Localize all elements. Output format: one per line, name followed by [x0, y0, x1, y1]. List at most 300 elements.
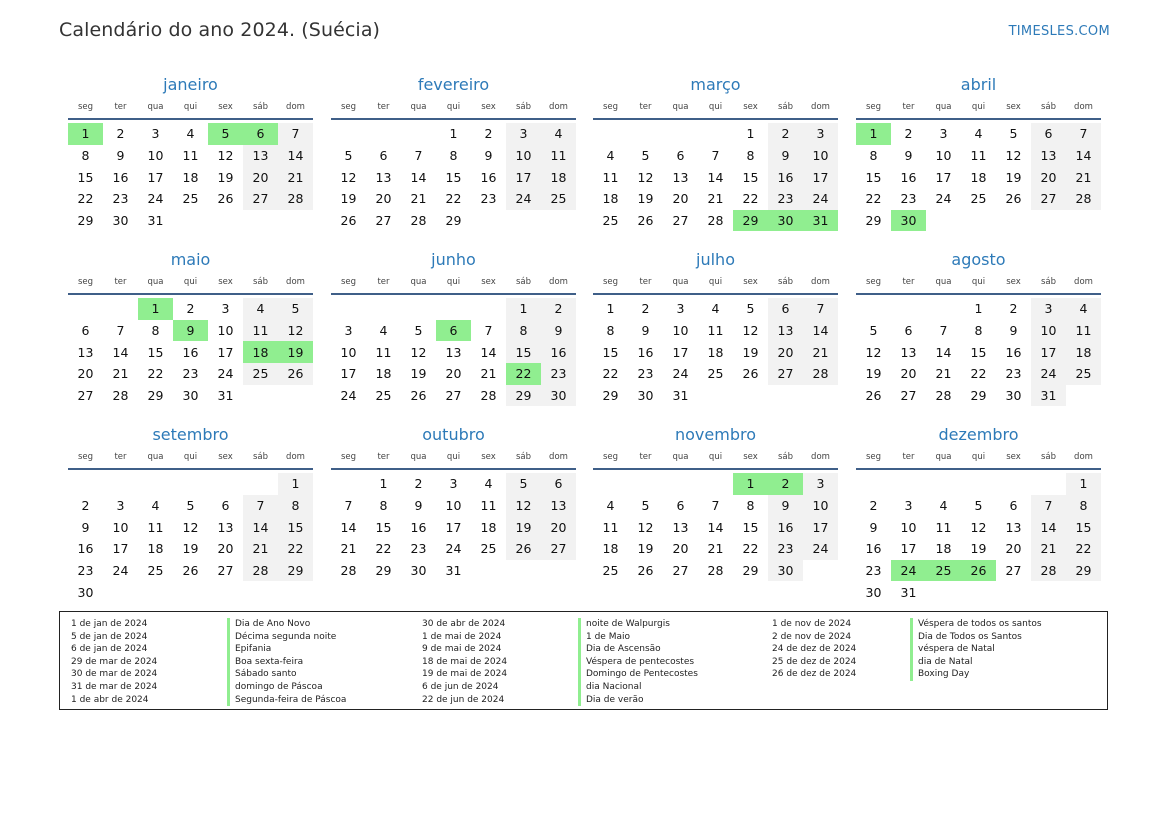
weekday-label: ter	[114, 102, 127, 112]
day-cell: 30	[865, 584, 882, 600]
day-cell: 16	[768, 516, 803, 538]
month-title: setembro	[152, 425, 229, 444]
day-empty	[926, 473, 961, 495]
day-cell: 10	[217, 323, 234, 339]
weekday-label: ter	[114, 277, 127, 287]
day-cell: 18	[602, 191, 619, 207]
day-cell: 15	[970, 344, 987, 360]
day-grid	[593, 298, 838, 406]
day-cell: 11	[602, 519, 619, 535]
weekday-header	[68, 446, 313, 470]
day-cell: 26	[278, 363, 313, 385]
weekday-label: qui	[446, 452, 461, 462]
day-cell: 12	[865, 344, 882, 360]
day-cell: 4	[186, 126, 195, 142]
weekday-label: dom	[549, 277, 568, 287]
day-cell: 24	[803, 188, 838, 210]
day-cell: 1	[506, 298, 541, 320]
day-cell: 12	[637, 169, 654, 185]
legend-holiday-name: Dia de Ascensão	[578, 643, 698, 656]
day-cell: 27	[243, 188, 278, 210]
day-cell: 24	[803, 538, 838, 560]
day-cell: 26	[340, 213, 357, 229]
day-empty	[996, 473, 1031, 495]
day-cell: 26	[217, 191, 234, 207]
legend-holiday-name: Epifania	[227, 643, 346, 656]
day-cell: 3	[676, 301, 685, 317]
month-maio	[68, 249, 313, 406]
day-cell: 23	[900, 191, 917, 207]
weekday-label: seg	[602, 277, 619, 287]
day-cell: 2	[541, 298, 576, 320]
day-cell: 22	[445, 191, 462, 207]
day-empty	[961, 473, 996, 495]
weekday-label: sáb	[252, 452, 269, 462]
day-empty	[698, 473, 733, 495]
day-cell: 23	[637, 366, 654, 382]
day-cell: 25	[1066, 363, 1101, 385]
holiday-day-cell: 29	[733, 210, 768, 232]
day-cell: 25	[602, 213, 619, 229]
day-empty	[401, 298, 436, 320]
weekday-label: qua	[672, 452, 689, 462]
legend-date: 18 de mai de 2024	[422, 656, 508, 667]
weekday-label: seg	[602, 452, 619, 462]
weekday-label: dom	[811, 102, 830, 112]
day-cell: 3	[449, 476, 458, 492]
day-cell: 16	[637, 344, 654, 360]
day-cell: 16	[480, 169, 497, 185]
day-cell: 13	[217, 519, 234, 535]
weekday-header	[331, 271, 576, 295]
day-cell: 29	[865, 213, 882, 229]
day-cell: 27	[541, 538, 576, 560]
holiday-day-cell: 1	[68, 123, 103, 145]
legend-dates-col-2	[422, 618, 507, 706]
day-cell: 19	[340, 191, 357, 207]
holiday-day-cell: 26	[961, 560, 996, 582]
weekday-label: qui	[971, 102, 986, 112]
day-cell: 23	[541, 363, 576, 385]
day-cell: 14	[410, 169, 427, 185]
day-empty	[593, 473, 628, 495]
day-cell: 2	[641, 301, 650, 317]
holiday-day-cell: 22	[506, 363, 541, 385]
day-cell: 7	[711, 498, 720, 514]
day-cell: 23	[77, 563, 94, 579]
day-cell: 21	[340, 541, 357, 557]
day-empty	[331, 298, 366, 320]
day-cell: 24	[506, 188, 541, 210]
day-cell: 19	[865, 366, 882, 382]
day-cell: 27	[77, 388, 94, 404]
weekday-label: seg	[77, 102, 94, 112]
month-title: agosto	[951, 250, 1006, 269]
holiday-day-cell: 9	[173, 320, 208, 342]
day-grid	[68, 473, 313, 603]
day-cell: 20	[900, 366, 917, 382]
month-title: fevereiro	[417, 75, 490, 94]
brand-link[interactable]: TIMESLES.COM	[1008, 24, 1110, 39]
weekday-label: ter	[377, 277, 390, 287]
day-cell: 24	[147, 191, 164, 207]
day-cell: 18	[541, 166, 576, 188]
legend-date: 22 de jun de 2024	[422, 694, 505, 705]
day-cell: 10	[147, 148, 164, 164]
day-cell: 29	[375, 563, 392, 579]
month-title: novembro	[675, 425, 756, 444]
day-cell: 15	[742, 519, 759, 535]
day-cell: 20	[541, 516, 576, 538]
day-cell: 20	[77, 366, 94, 382]
day-cell: 4	[151, 498, 160, 514]
month-title: maio	[170, 250, 211, 269]
weekday-header	[593, 96, 838, 120]
day-cell: 12	[1005, 148, 1022, 164]
legend-date: 30 de mar de 2024	[71, 669, 158, 680]
weekday-header	[331, 446, 576, 470]
day-empty	[173, 473, 208, 495]
day-grid	[68, 298, 313, 406]
weekday-label: ter	[114, 452, 127, 462]
day-cell: 11	[182, 148, 199, 164]
day-cell: 8	[151, 323, 160, 339]
day-cell: 14	[340, 519, 357, 535]
day-cell: 2	[1009, 301, 1018, 317]
day-cell: 4	[711, 301, 720, 317]
day-cell: 5	[869, 323, 878, 339]
legend-date: 9 de mai de 2024	[422, 644, 502, 655]
day-cell: 17	[445, 519, 462, 535]
day-empty	[103, 473, 138, 495]
day-cell: 18	[182, 169, 199, 185]
day-cell: 26	[637, 213, 654, 229]
legend-holiday-name: véspera de Natal	[910, 643, 1042, 656]
day-cell: 31	[445, 563, 462, 579]
day-cell: 3	[939, 126, 948, 142]
day-cell: 1	[974, 301, 983, 317]
weekday-label: qua	[410, 452, 427, 462]
month-fevereiro	[331, 74, 576, 231]
day-grid	[856, 298, 1101, 406]
day-cell: 20	[1005, 541, 1022, 557]
day-cell: 17	[1031, 341, 1066, 363]
day-cell: 25	[480, 541, 497, 557]
day-cell: 11	[935, 519, 952, 535]
day-cell: 27	[768, 363, 803, 385]
day-cell: 10	[672, 323, 689, 339]
day-cell: 20	[672, 541, 689, 557]
weekday-label: qui	[446, 102, 461, 112]
day-cell: 7	[939, 323, 948, 339]
month-title: junho	[431, 250, 476, 269]
day-cell: 9	[116, 148, 125, 164]
legend-date: 19 de mai de 2024	[422, 669, 508, 680]
day-cell: 7	[344, 498, 353, 514]
day-cell: 12	[506, 495, 541, 517]
day-cell: 6	[1009, 498, 1018, 514]
day-cell: 5	[414, 323, 423, 339]
day-empty	[698, 123, 733, 145]
holiday-day-cell: 25	[926, 560, 961, 582]
day-cell: 24	[217, 366, 234, 382]
day-cell: 29	[77, 213, 94, 229]
day-cell: 28	[243, 560, 278, 582]
legend-holiday-name: Dia de Todos os Santos	[910, 631, 1042, 644]
day-cell: 31	[672, 388, 689, 404]
legend-holiday-name: 1 de Maio	[578, 631, 698, 644]
day-cell: 8	[746, 148, 755, 164]
weekday-label: sáb	[1040, 102, 1057, 112]
day-cell: 25	[147, 563, 164, 579]
day-cell: 20	[217, 541, 234, 557]
day-empty	[891, 298, 926, 320]
holiday-day-cell: 1	[138, 298, 173, 320]
day-cell: 8	[746, 498, 755, 514]
day-cell: 21	[803, 341, 838, 363]
legend-names-col-1	[227, 618, 346, 706]
day-cell: 11	[1066, 320, 1101, 342]
day-empty	[471, 298, 506, 320]
day-empty	[243, 473, 278, 495]
day-cell: 1	[278, 473, 313, 495]
weekday-label: sex	[1006, 277, 1021, 287]
day-cell: 30	[410, 563, 427, 579]
day-cell: 28	[410, 213, 427, 229]
day-cell: 18	[602, 541, 619, 557]
weekday-label: sáb	[252, 277, 269, 287]
month-title: janeiro	[163, 75, 218, 94]
weekday-label: qua	[410, 277, 427, 287]
weekday-label: qui	[446, 277, 461, 287]
weekday-label: sáb	[1040, 452, 1057, 462]
day-cell: 9	[484, 148, 493, 164]
day-cell: 11	[375, 344, 392, 360]
weekday-label: qui	[183, 277, 198, 287]
day-cell: 7	[414, 148, 423, 164]
day-cell: 28	[707, 563, 724, 579]
day-cell: 5	[506, 473, 541, 495]
weekday-label: dom	[1074, 277, 1093, 287]
day-empty	[663, 123, 698, 145]
day-cell: 14	[1066, 145, 1101, 167]
legend-date: 1 de jan de 2024	[71, 619, 148, 629]
day-cell: 12	[182, 519, 199, 535]
day-empty	[103, 298, 138, 320]
weekday-label: dom	[811, 452, 830, 462]
day-cell: 6	[904, 323, 913, 339]
day-cell: 10	[340, 344, 357, 360]
day-cell: 17	[112, 541, 129, 557]
day-cell: 8	[278, 495, 313, 517]
weekday-label: qui	[708, 277, 723, 287]
month-dezembro	[856, 424, 1101, 603]
day-grid	[331, 473, 576, 581]
weekday-label: sex	[481, 277, 496, 287]
day-cell: 22	[602, 366, 619, 382]
day-cell: 29	[445, 213, 462, 229]
day-cell: 15	[445, 169, 462, 185]
weekday-label: sáb	[777, 452, 794, 462]
legend-holiday-name: Boa sexta-feira	[227, 656, 346, 669]
weekday-label: qui	[971, 452, 986, 462]
day-cell: 18	[970, 169, 987, 185]
day-cell: 15	[77, 169, 94, 185]
day-cell: 27	[900, 388, 917, 404]
day-cell: 18	[147, 541, 164, 557]
weekday-label: sex	[218, 102, 233, 112]
weekday-label: seg	[77, 277, 94, 287]
day-cell: 9	[641, 323, 650, 339]
day-cell: 15	[602, 344, 619, 360]
day-cell: 23	[768, 538, 803, 560]
day-cell: 5	[641, 498, 650, 514]
day-cell: 19	[637, 191, 654, 207]
weekday-label: qua	[147, 452, 164, 462]
day-cell: 23	[410, 541, 427, 557]
day-cell: 9	[414, 498, 423, 514]
weekday-label: qua	[147, 277, 164, 287]
day-cell: 9	[541, 320, 576, 342]
legend-date: 6 de jun de 2024	[422, 681, 499, 692]
day-empty	[856, 473, 891, 495]
day-empty	[68, 298, 103, 320]
day-empty	[366, 298, 401, 320]
day-cell: 11	[541, 145, 576, 167]
day-cell: 29	[147, 388, 164, 404]
weekday-header	[593, 446, 838, 470]
day-cell: 3	[904, 498, 913, 514]
day-cell: 6	[1031, 123, 1066, 145]
day-empty	[1031, 473, 1066, 495]
day-cell: 30	[1005, 388, 1022, 404]
month-title: dezembro	[938, 425, 1019, 444]
legend-holiday-name: noite de Walpurgis	[578, 618, 698, 631]
weekday-label: ter	[639, 102, 652, 112]
day-cell: 7	[803, 298, 838, 320]
legend-dates-col-1	[71, 618, 157, 706]
legend-date: 26 de dez de 2024	[772, 669, 857, 680]
day-cell: 17	[672, 344, 689, 360]
month-outubro	[331, 424, 576, 581]
day-cell: 28	[935, 388, 952, 404]
day-cell: 22	[1066, 538, 1101, 560]
day-cell: 24	[672, 366, 689, 382]
day-cell: 5	[1009, 126, 1018, 142]
month-agosto	[856, 249, 1101, 406]
holiday-day-cell: 6	[243, 123, 278, 145]
day-cell: 15	[865, 169, 882, 185]
day-cell: 7	[116, 323, 125, 339]
day-cell: 2	[768, 123, 803, 145]
day-cell: 7	[1066, 123, 1101, 145]
day-cell: 4	[541, 123, 576, 145]
day-cell: 20	[445, 366, 462, 382]
weekday-label: sex	[481, 102, 496, 112]
day-cell: 4	[939, 498, 948, 514]
day-cell: 9	[904, 148, 913, 164]
day-cell: 12	[278, 320, 313, 342]
day-cell: 8	[379, 498, 388, 514]
day-cell: 22	[865, 191, 882, 207]
day-cell: 26	[637, 563, 654, 579]
legend-date: 24 de dez de 2024	[772, 644, 857, 655]
day-cell: 10	[506, 145, 541, 167]
day-cell: 15	[506, 341, 541, 363]
day-cell: 5	[746, 301, 755, 317]
month-title: julho	[696, 250, 735, 269]
holiday-day-cell: 1	[733, 473, 768, 495]
day-cell: 1	[1066, 473, 1101, 495]
day-cell: 7	[278, 123, 313, 145]
day-cell: 26	[506, 538, 541, 560]
day-cell: 28	[278, 188, 313, 210]
day-cell: 14	[243, 516, 278, 538]
day-cell: 30	[768, 560, 803, 582]
weekday-label: sáb	[515, 102, 532, 112]
weekday-label: sáb	[515, 452, 532, 462]
day-cell: 17	[506, 166, 541, 188]
weekday-label: dom	[811, 277, 830, 287]
weekday-label: ter	[639, 452, 652, 462]
month-janeiro	[68, 74, 313, 231]
weekday-label: ter	[377, 102, 390, 112]
weekday-label: dom	[549, 102, 568, 112]
day-cell: 19	[970, 541, 987, 557]
day-cell: 30	[77, 584, 94, 600]
day-cell: 11	[480, 498, 497, 514]
day-cell: 19	[217, 169, 234, 185]
day-cell: 6	[379, 148, 388, 164]
day-cell: 22	[375, 541, 392, 557]
day-empty	[891, 473, 926, 495]
month-junho	[331, 249, 576, 406]
day-empty	[208, 473, 243, 495]
day-cell: 17	[803, 516, 838, 538]
weekday-label: sex	[743, 452, 758, 462]
legend-date: 6 de jan de 2024	[71, 644, 148, 655]
day-cell: 18	[707, 344, 724, 360]
weekday-label: seg	[340, 452, 357, 462]
day-cell: 28	[480, 388, 497, 404]
day-cell: 21	[1066, 166, 1101, 188]
day-cell: 13	[1031, 145, 1066, 167]
weekday-header	[68, 96, 313, 120]
day-cell: 28	[112, 388, 129, 404]
day-empty	[856, 298, 891, 320]
day-cell: 26	[182, 563, 199, 579]
day-cell: 4	[974, 126, 983, 142]
day-cell: 12	[410, 344, 427, 360]
day-cell: 19	[742, 344, 759, 360]
day-cell: 18	[375, 366, 392, 382]
weekday-label: qui	[971, 277, 986, 287]
day-cell: 25	[707, 366, 724, 382]
day-cell: 20	[1031, 166, 1066, 188]
legend-holiday-name: Décima segunda noite	[227, 631, 346, 644]
day-cell: 30	[637, 388, 654, 404]
day-cell: 31	[900, 584, 917, 600]
day-cell: 7	[711, 148, 720, 164]
day-cell: 24	[935, 191, 952, 207]
weekday-label: dom	[286, 102, 305, 112]
day-cell: 5	[186, 498, 195, 514]
month-março	[593, 74, 838, 231]
day-cell: 27	[445, 388, 462, 404]
day-cell: 19	[1005, 169, 1022, 185]
day-cell: 12	[340, 169, 357, 185]
day-cell: 2	[116, 126, 125, 142]
